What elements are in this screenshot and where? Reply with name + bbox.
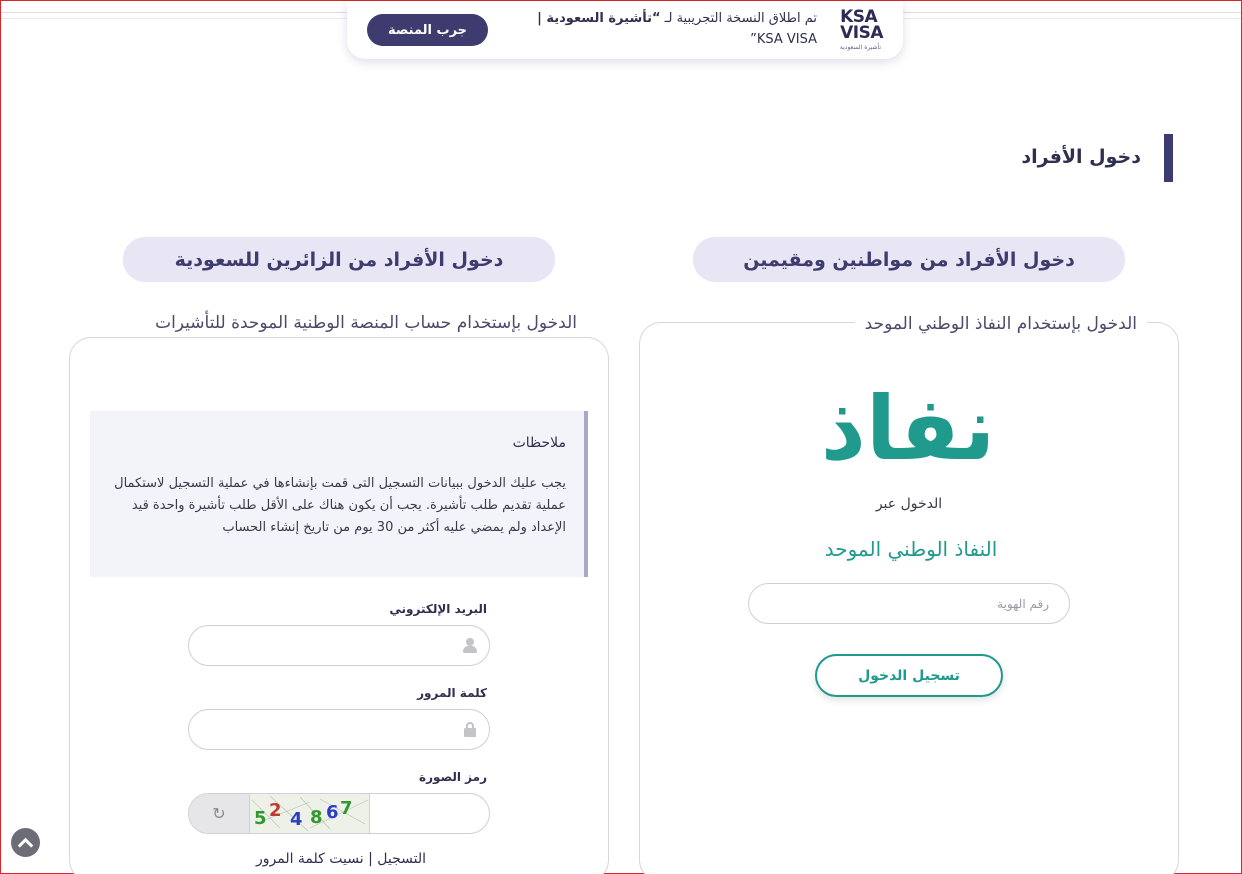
links-separator: | xyxy=(368,851,373,867)
captcha-image xyxy=(249,794,370,833)
captcha-digit-2: 2 xyxy=(269,800,282,821)
visa-platform-legend: الدخول بإستخدام حساب المنصة الوطنية الموحدة للتأشيرات xyxy=(155,313,577,333)
captcha-field[interactable] xyxy=(188,793,490,834)
email-field[interactable] xyxy=(188,625,490,666)
try-platform-button[interactable]: جرب المنصة xyxy=(367,14,488,46)
notes-box xyxy=(90,411,588,577)
refresh-icon[interactable]: ↻ xyxy=(189,794,249,833)
captcha-digit-5: 6 xyxy=(326,802,339,823)
notes-body: يجب عليك الدخول ببيانات التسجيل التى قمت بإنشاءها في عملية التسجيل لاستكمال عملية تقديم طلب تأشيرة. يجب أن يكون هناك على الأقل طلب تأشيرة واحدة قيد الإعداد ولم يمضي عليه أكثر من 30 يوم من تاريخ إنشاء الحساب xyxy=(114,476,566,535)
notes-title: ملاحظات xyxy=(512,435,566,451)
nafath-logo xyxy=(813,385,1003,471)
login-via-label: الدخول عبر xyxy=(875,496,943,512)
visitors-heading: دخول الأفراد من الزائرين للسعودية xyxy=(123,237,555,282)
captcha-digit-3: 4 xyxy=(290,809,303,830)
logo-text-visa: VISA xyxy=(840,23,883,43)
scroll-to-top-button[interactable] xyxy=(11,828,40,857)
ksa-visa-logo xyxy=(833,9,883,51)
title-accent-bar xyxy=(1164,134,1173,182)
nafath-title: النفاذ الوطني الموحد xyxy=(824,537,998,561)
account-links xyxy=(191,851,491,867)
nafath-logo-text: نفاذ xyxy=(820,385,996,471)
captcha-digit-4: 8 xyxy=(310,807,323,828)
captcha-label: رمز الصورة xyxy=(419,770,487,784)
logo-subtext: تأشيرة السعودية xyxy=(839,44,881,51)
nafath-logo-graphic xyxy=(813,385,1003,471)
banner-message xyxy=(497,8,817,50)
nafath-login-button[interactable]: تسجيل الدخول xyxy=(815,654,1003,697)
captcha-code xyxy=(254,798,353,830)
captcha-digit-1: 5 xyxy=(254,808,267,829)
logo-text-ksa: KSA xyxy=(840,7,878,27)
register-link[interactable]: التسجيل xyxy=(377,851,426,867)
banner-text-prefix: تم اطلاق النسخة التجريبية لـ xyxy=(660,11,817,26)
nafath-panel-legend: الدخول بإستخدام النفاذ الوطني الموحد xyxy=(855,309,1147,339)
citizens-residents-heading: دخول الأفراد من مواطنين ومقيمين xyxy=(693,237,1125,282)
email-label: البريد الإلكتروني xyxy=(389,602,487,616)
banner-text-suffix: KSA VISA” xyxy=(750,32,817,47)
password-field[interactable] xyxy=(188,709,490,750)
page-title: دخول الأفراد xyxy=(1021,146,1141,168)
captcha-digit-6: 7 xyxy=(340,798,353,819)
lock-icon xyxy=(463,722,477,736)
banner-text-bold: “تأشيرة السعودية | xyxy=(537,11,661,26)
announcement-banner xyxy=(347,1,903,59)
user-icon xyxy=(463,638,477,652)
forgot-password-link[interactable]: نسيت كلمة المرور xyxy=(255,851,364,867)
password-label: كلمة المرور xyxy=(417,686,487,700)
national-id-input[interactable] xyxy=(748,583,1070,624)
